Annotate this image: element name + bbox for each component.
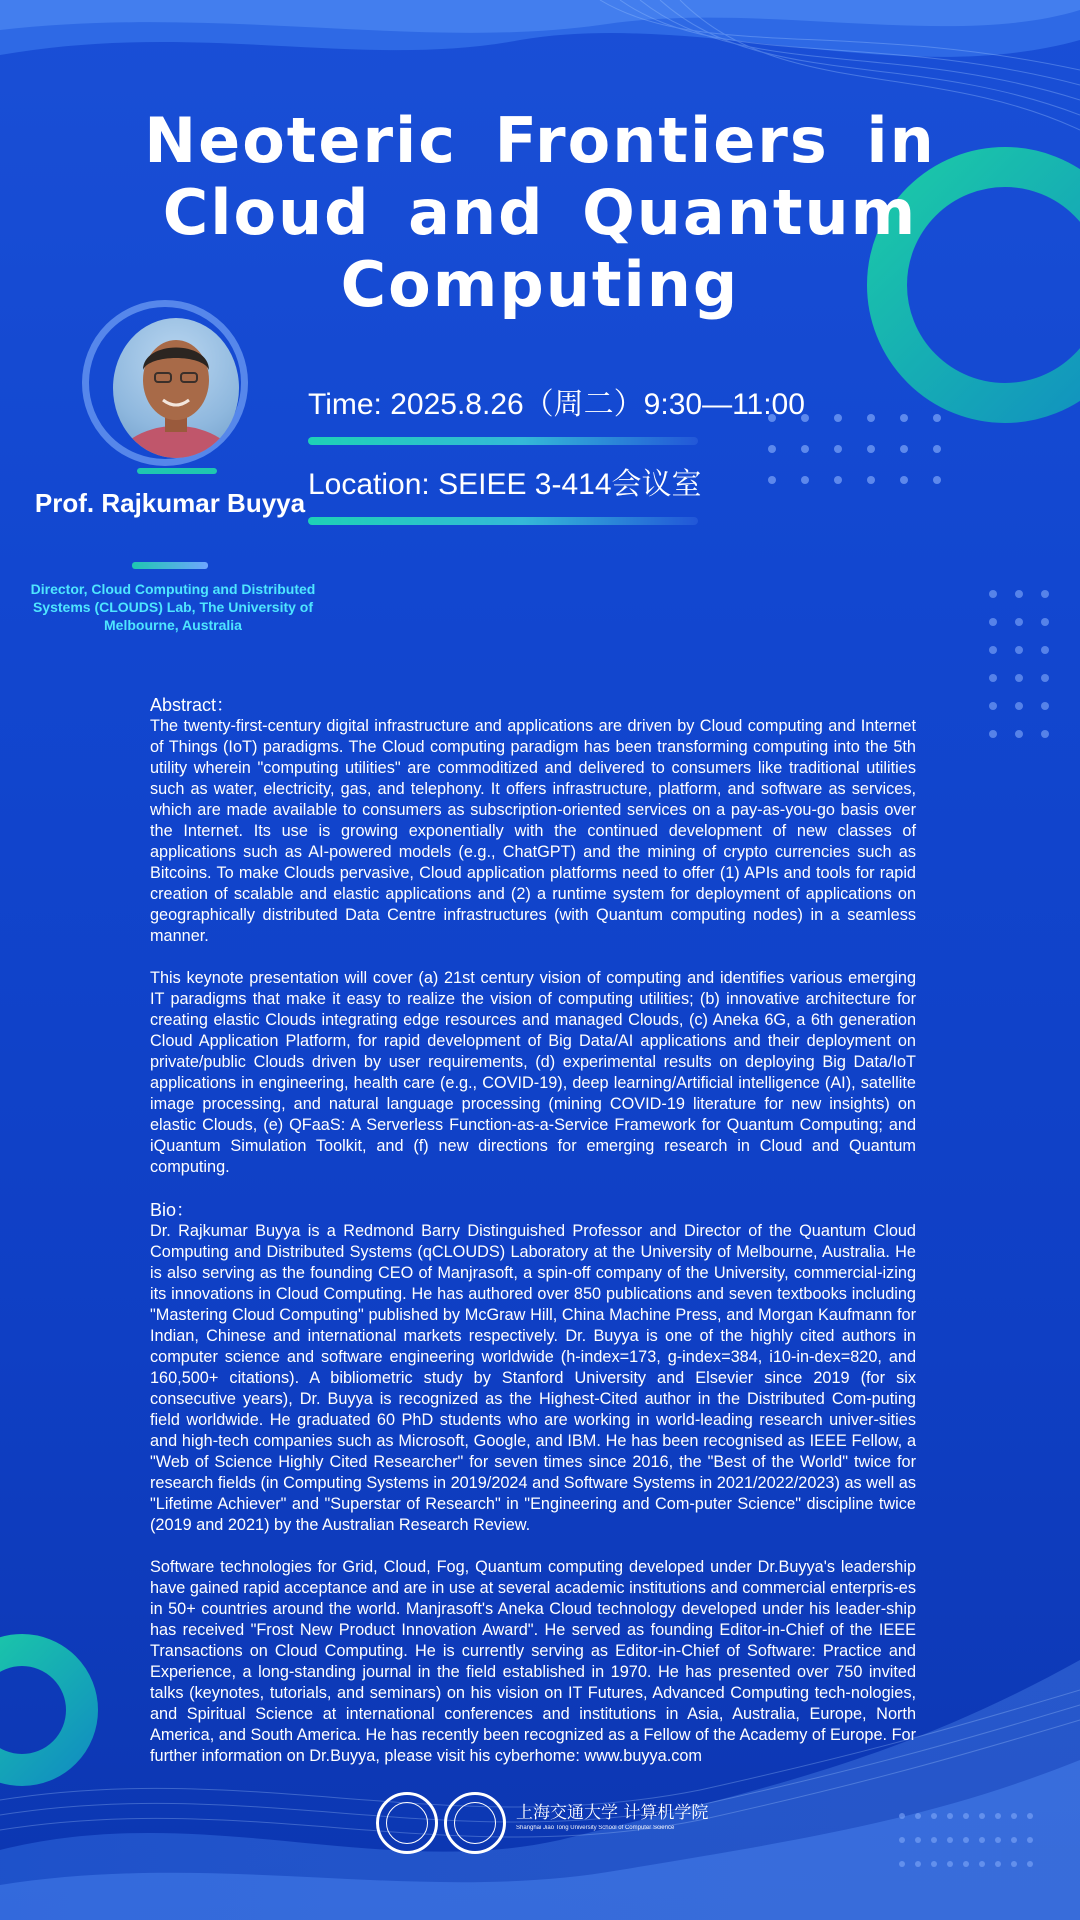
university-seal-icon: [376, 1792, 438, 1854]
speaker-name: Prof. Rajkumar Buyya: [34, 488, 306, 518]
event-location: Location: SEIEE 3-414会议室: [308, 468, 702, 501]
abstract-heading: Abstract：: [150, 695, 235, 715]
speaker-photo: [113, 318, 239, 458]
school-name-en: School of Computer Science: [598, 1825, 675, 1831]
bio-paragraph-2: Software technologies for Grid, Cloud, Fog, Quantum computing developed under Dr.Buyya's leadership have gained rapid acceptance and are in use at several academic institutions and commercial enterpris-es in 50+ countries around the world. Manjrasoft's Aneka Cloud technology developed under his leader-ship has received "Frost New Product Innovation Award". He served as founding Editor-in-Chief of the IEEE Transactions on Cloud Computing. He is currently serving as Editor-in-Chief of Software: Practice and Experience, a long-standing journal in the field established in 1970. He has presented over 750 invited talks (keynotes, tutorials, and seminars) on his vision on IT Futures, Advanced Computing tech-nologies, and Spiritual Science at international conferences and institutions in Asia, Australia, Europe, North America, and South America. He has recently been recognized as a Fellow of the Academy of Europe. For further information on Dr.Buyya, please visit his cyberhome: www.buyya.com: [150, 1558, 916, 1765]
school-seal-icon: [444, 1792, 506, 1854]
university-name-en: Shanghai Jiao Tong University: [516, 1825, 597, 1831]
poster-title: Neoteric Frontiers in Cloud and Quantum Computing: [144, 104, 936, 321]
bio-heading: Bio：: [150, 1200, 195, 1220]
event-time: Time: 2025.8.26（周二）9:30—11:00: [308, 388, 805, 421]
bio-paragraph-1: Dr. Rajkumar Buyya is a Redmond Barry Distinguished Professor and Director of the Quantum Cloud Computing and Distributed Systems (qCLOUDS) Laboratory at the University of Melbourne, Australia. He is also serving as the founding CEO of Manjrasoft, a spin-off company of the University, commercial-izing its innovations in Cloud Computing. He has authored over 850 publications and seven textbooks including "Mastering Cloud Computing" published by McGraw Hill, China Machine Press, and Morgan Kaufmann for Indian, Chinese and international markets respectively. Dr. Buyya is one of the highly cited authors in computer science and software engineering worldwide (h-index=173, g-index=384, i10-in-dex=820, and 160,500+ citations). A bibliometric study by Stanford University and Elsevier since 2019 (for six consecutive years), Dr. Buyya is recognized as the Highest-Cited author in the Distributed Com-puting field worldwide. He graduated 60 PhD students who are working in world-leading research univer-sities and high-tech companies such as Microsoft, Google, and IBM. He has been recognised as IEEE Fellow, a "Web of Science Highly Cited Researcher" for seven times since 2016, the "Best of the World" twice for research fields (in Computing Systems in 2019/2024 and Software Systems in 2021/2022/2023) as well as "Lifetime Achiever" and "Superstar of Research" in "Engineering and Com-puter Science" discipline twice (2019 and 2021) by the Australian Research Review.: [150, 1222, 916, 1534]
footer-logo-text: [516, 1802, 716, 1832]
abstract-paragraph-2: This keynote presentation will cover (a) 21st century vision of computing and identifies various emerging IT paradigms that make it easy to realize the vision of computing utilities; (b) innovative architecture for creating elastic Clouds integrating edge resources and managed Clouds, (c) Aneka 6G, a 6th generation Cloud Application Platform, for rapid development of Big Data/AI applications and their deployment on private/public Clouds driven by user requirements, (d) experimental results on deploying Big Data/IoT applications in engineering, health care (e.g., COVID-19), deep learning/Artificial intelligence (AI), satellite image processing, and natural language processing (mining COVID-19 literature for new insights) on elastic Clouds, (e) QFaaS: A Serverless Function-as-a-Service Framework for Quantum Computing; and iQuantum Simulation Toolkit, and (f) new directions for emerging research in Cloud and Quantum computing.: [150, 969, 916, 1176]
footer-name-cn: [516, 1802, 716, 1824]
speaker-affiliation: Director, Cloud Computing and Distributed Systems (CLOUDS) Lab, The University of Melbourne, Australia: [30, 581, 316, 633]
photo-underline: [137, 468, 217, 474]
footer-logos: [376, 1792, 709, 1858]
time-divider: [308, 437, 698, 445]
main-content: [150, 694, 916, 1788]
university-name-cn: 上海交通大学: [516, 1803, 618, 1823]
school-name-cn: 计算机学院: [623, 1803, 709, 1823]
abstract-paragraph-1: The twenty-first-century digital infrastructure and applications are driven by Cloud computing and Internet of Things (IoT) paradigms. The Cloud computing paradigm has been transforming computing into the 5th utility wherein "computing utilities" are commoditized and delivered to consumers like traditional utilities such as water, electricity, gas, and telephony. It offers infrastructure, platform, and software as services, which are made available to consumers as subscription-oriented services on a pay-as-you-go basis over the Internet. Its use is growing exponentially with the continued development of new classes of applications such as AI-powered models (e.g., ChatGPT) and the mining of crypto currencies such as Bitcoins. To make Clouds pervasive, Cloud application platforms need to offer (1) APIs and tools for rapid creation of scalable and elastic applications and (2) a runtime system for deployment of applications on geographically distributed Data Centre infrastructures (with Quantum computing nodes) in a seamless manner.: [150, 717, 916, 945]
name-divider: [132, 562, 208, 569]
event-info: [308, 385, 828, 545]
location-divider: [308, 517, 698, 525]
footer-name-en: [516, 1824, 716, 1832]
